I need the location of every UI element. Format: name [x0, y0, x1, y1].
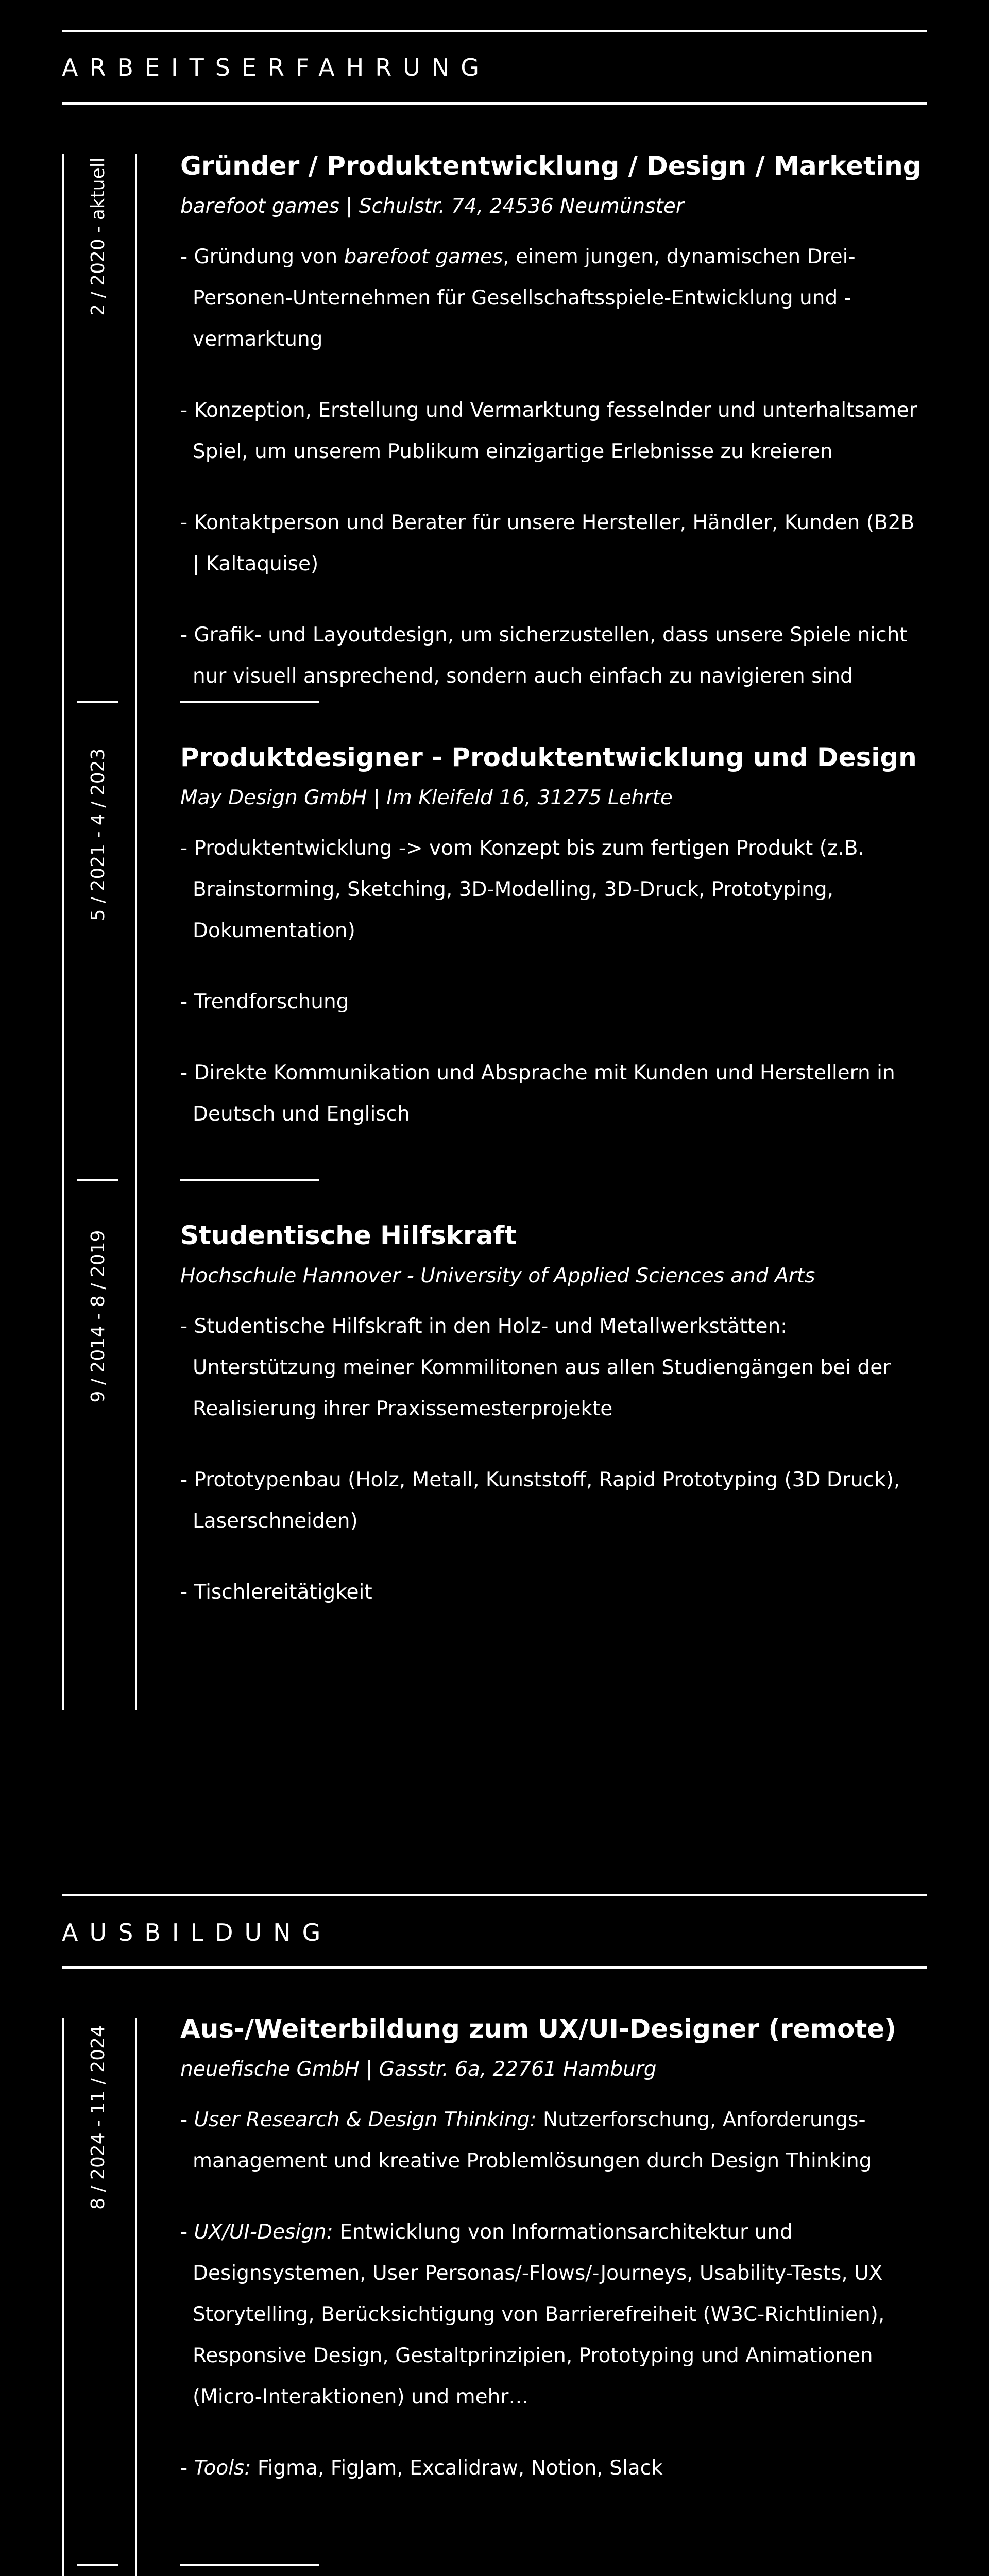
employer: Hochschule Hannover - University of Applied Sciences and Arts [180, 1264, 815, 1287]
bullet: - Gründung von barefoot games, einem jungen, dynamischen Drei-Personen-Unternehmen für Gesellschaftsspiele-Entwicklung und -vermarktung [180, 245, 856, 351]
timeline-line-inner [135, 2018, 137, 2576]
bullet: - Prototypenbau (Holz, Metall, Kunststoff, Rapid Prototyping (3D Druck), Laserschneiden) [180, 1468, 900, 1533]
section-top-rule [62, 30, 927, 32]
bullet: - Produktentwicklung -> vom Konzept bis zum fertigen Produkt (z.B. Brainstorming, Sketching, 3D-Modelling, 3D-Druck, Prototyping, Dokumentation) [180, 836, 864, 942]
timeline-line-outer [62, 154, 64, 1710]
date-range: 2 / 2020 - aktuell [88, 157, 109, 316]
bullet: - Tools: Figma, FigJam, Excalidraw, Notion, Slack [180, 2456, 663, 2480]
work-entry [180, 150, 927, 727]
bullet: - Trendforschung [180, 990, 349, 1013]
section-title-work: ARBEITSERFAHRUNG [62, 54, 490, 81]
bullet: - Studentische Hilfskraft in den Holz- und Metallwerkstätten: Unterstützung meiner Kommilitonen aus allen Studiengängen bei der Realisierung ihrer Praxissemesterprojekte [180, 1314, 891, 1420]
entry-separator [180, 2564, 319, 2566]
employer: May Design GmbH | Im Kleifeld 16, 31275 Lehrte [180, 786, 673, 809]
bullet: - UX/UI-Design: Entwicklung von Informationsarchitektur und Designsystemen, User Personas/-Flows/-Journeys, Usability-Tests, UX Storytelling, Berücksichtigung von Barrierefreiheit (W3C-Richtlinien), Responsive Design, Gestaltprinzipien, Prototyping und Animationen (Micro-Interaktionen) und mehr… [180, 2220, 885, 2409]
bullet: - Tischlereitätigkeit [180, 1580, 372, 1604]
bullet: - Grafik- und Layoutdesign, um sicherzustellen, dass unsere Spiele nicht nur visuell ansprechend, sondern auch einfach zu navigieren sind [180, 623, 908, 688]
bullet: - Konzeption, Erstellung und Vermarktung fesselnder und unterhaltsamer Spiel, um unserem Publikum einzigartige Erlebnisse zu kreieren [180, 398, 917, 463]
section-title-education: AUSBILDUNG [62, 1919, 332, 1946]
entry-separator [180, 701, 319, 703]
timeline-tick [77, 701, 118, 703]
section-bottom-rule [62, 102, 927, 105]
date-range: 8 / 2024 - 11 / 2024 [88, 2025, 109, 2210]
job-title: Produktdesigner - Produktentwicklung und Design [180, 742, 917, 772]
work-entry [180, 1220, 927, 1643]
job-title: Gründer / Produktentwicklung / Design / Marketing [180, 151, 922, 181]
job-title: Studentische Hilfskraft [180, 1221, 517, 1250]
entry-separator [180, 1179, 319, 1181]
timeline-tick [77, 2564, 118, 2566]
timeline-line-inner [135, 154, 137, 1710]
section-top-rule [62, 1894, 927, 1896]
timeline-tick [77, 1179, 118, 1181]
bullet: - User Research & Design Thinking: Nutzerforschung, Anforderungs-management und kreative Problemlösungen durch Design Thinking [180, 2108, 872, 2173]
education-entry [180, 2013, 927, 2519]
bullet: - Direkte Kommunikation und Absprache mit Kunden und Herstellern in Deutsch und Englisch [180, 1061, 895, 1126]
date-range: 5 / 2021 - 4 / 2023 [88, 748, 109, 921]
bullet: - Kontaktperson und Berater für unsere Hersteller, Händler, Kunden (B2B | Kaltaquise) [180, 511, 915, 575]
date-range: 9 / 2014 - 8 / 2019 [88, 1230, 109, 1403]
degree-title: Aus-/Weiterbildung zum UX/UI-Designer (remote) [180, 2014, 896, 2044]
institution: neuefische GmbH | Gasstr. 6a, 22761 Hamburg [180, 2058, 657, 2081]
employer: barefoot games | Schulstr. 74, 24536 Neumünster [180, 195, 684, 218]
work-entry [180, 742, 927, 1165]
section-bottom-rule [62, 1966, 927, 1969]
